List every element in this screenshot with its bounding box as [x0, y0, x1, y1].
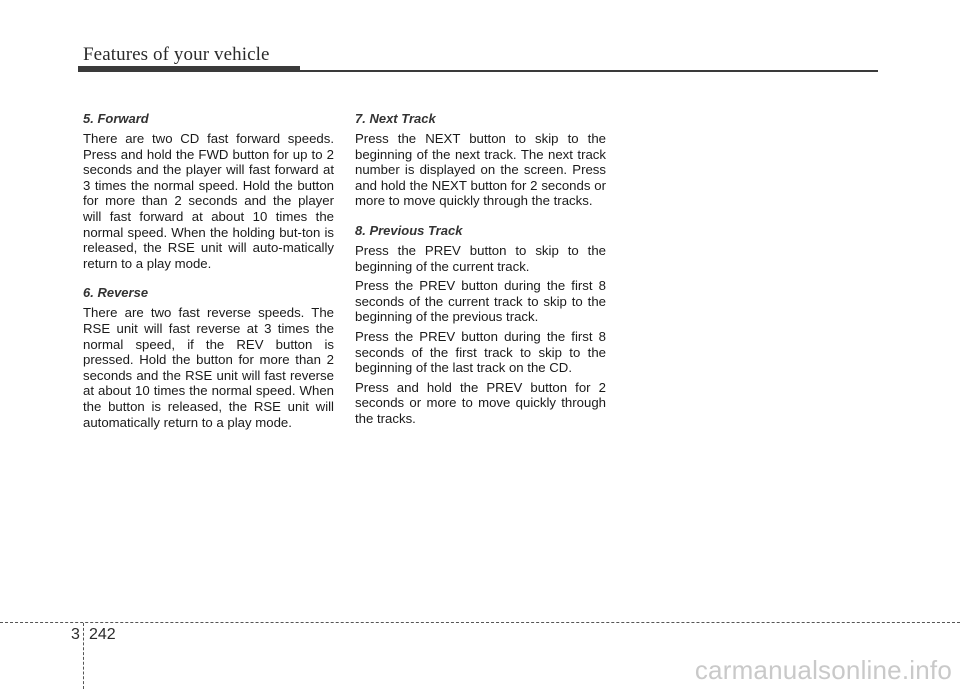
section-forward	[83, 111, 334, 271]
section-paragraph: There are two fast reverse speeds. The RSE unit will fast reverse at 3 times the normal speed, if the REV button is pressed. Hold the button for more than 2 seconds and the RSE unit will fast reverse at about 10 times the normal speed. When the button is released, the RSE unit will automatically return to a play mode.	[83, 305, 334, 430]
section-paragraph: Press the PREV button to skip to the beginning of the current track.	[355, 242, 606, 274]
section-paragraph: There are two CD fast forward speeds. Press and hold the FWD button for up to 2 seconds and the player will fast forward at 3 times the normal speed. Hold the button for more than 2 seconds and the player will fast forward at about 10 times the normal speed. When the holding but-ton is released, the RSE unit will auto-matically return to a play mode.	[83, 131, 334, 271]
page-number: 242	[89, 626, 116, 643]
section-paragraph: Press the PREV button during the first 8 seconds of the first track to skip to the beginning of the last track on the CD.	[355, 328, 606, 376]
footer-divider	[83, 623, 84, 689]
section-heading: 5. Forward	[83, 111, 149, 126]
left-column	[83, 111, 334, 434]
header-rule	[300, 70, 878, 72]
section-reverse	[83, 285, 334, 430]
section-paragraph: Press and hold the PREV button for 2 seconds or more to move quickly through the tracks.	[355, 379, 606, 426]
section-paragraph: Press the NEXT button to skip to the beginning of the next track. The next track number is displayed on the screen. Press and hold the NEXT button for 2 seconds or more to move quickly through the tracks.	[355, 131, 606, 209]
section-heading: 8. Previous Track	[355, 222, 463, 238]
header-accent-bar	[78, 66, 300, 72]
section-heading: 7. Next Track	[355, 111, 436, 126]
section-previous-track	[355, 223, 606, 427]
watermark: carmanualsonline.info	[694, 655, 952, 685]
right-column	[355, 111, 606, 431]
header-title: Features of your vehicle	[83, 44, 270, 65]
footer-rule	[0, 622, 960, 623]
section-heading: 6. Reverse	[83, 285, 149, 301]
section-next-track	[355, 111, 606, 209]
chapter-number: 3	[71, 626, 80, 643]
section-paragraph: Press the PREV button during the first 8 seconds of the current track to skip to the beginning of the previous track.	[355, 278, 606, 325]
